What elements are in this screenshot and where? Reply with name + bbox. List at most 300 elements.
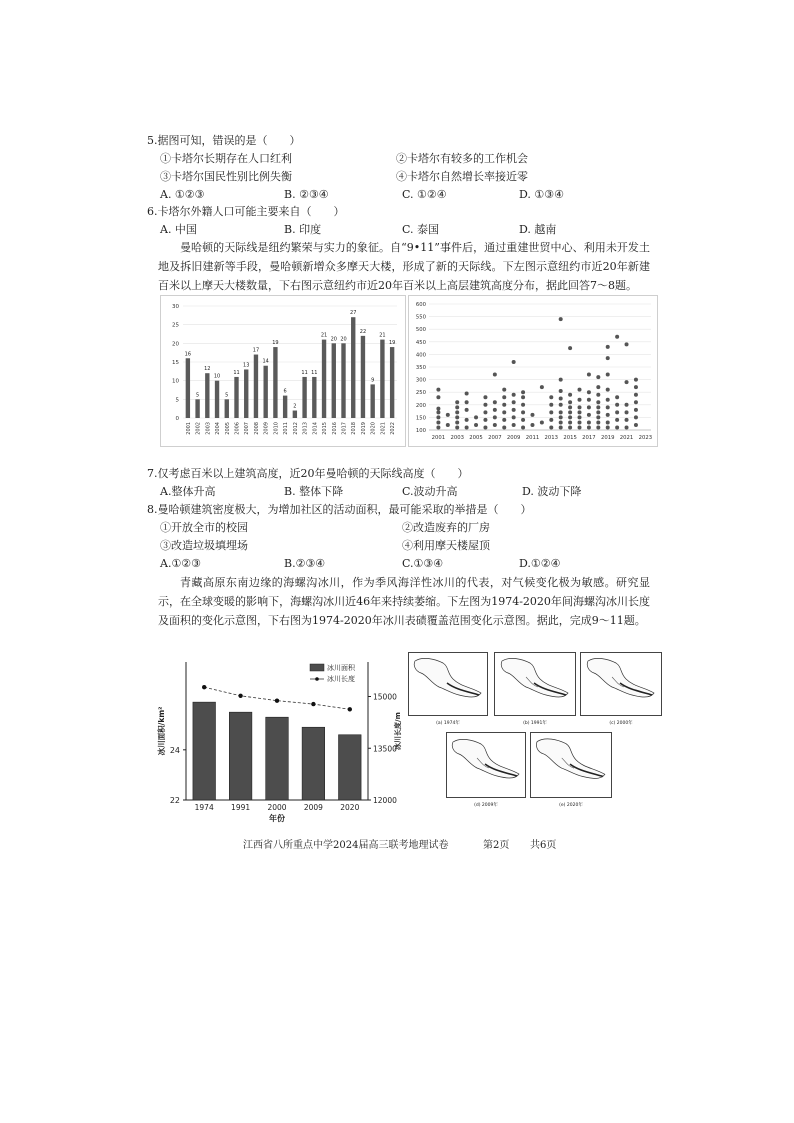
bar — [361, 336, 365, 418]
bar-value-label: 13 — [243, 362, 250, 369]
data-point — [521, 395, 525, 399]
data-point — [549, 418, 553, 422]
x-tick-label: 2007 — [244, 422, 251, 435]
x-tick-label: 2000 — [267, 803, 287, 812]
data-point — [549, 395, 553, 399]
x-tick-label: 2013 — [544, 435, 559, 441]
y-tick-label: 450 — [415, 339, 426, 346]
data-point — [568, 393, 572, 397]
data-point — [512, 360, 516, 364]
q5-option-b[interactable]: B. ②③④ — [284, 188, 329, 201]
data-point — [606, 345, 610, 349]
chart-building-heights — [408, 295, 658, 447]
q5-item-1: ①卡塔尔长期存在人口红利 — [160, 152, 292, 165]
data-point — [634, 415, 638, 419]
data-point — [559, 317, 563, 321]
length-point — [202, 685, 206, 689]
y-tick-label: 25 — [172, 322, 179, 329]
x-tick-label: 2019 — [600, 435, 615, 441]
x-tick-label: 2015 — [563, 435, 577, 441]
data-point — [521, 390, 525, 394]
data-point — [578, 405, 582, 409]
data-point — [587, 420, 591, 424]
data-point — [502, 388, 506, 392]
data-point — [483, 403, 487, 407]
bar-value-label: 11 — [311, 369, 318, 376]
x-tick-label: 2012 — [292, 422, 299, 435]
bar — [263, 366, 267, 418]
x-tick-label: 2017 — [582, 435, 596, 441]
data-point — [559, 410, 563, 414]
x-tick-label: 2003 — [450, 435, 464, 441]
y2-tick-label: 12000 — [373, 796, 397, 805]
data-point — [568, 415, 572, 419]
data-point — [634, 400, 638, 404]
bar-value-label: 19 — [388, 340, 396, 347]
x-axis-title: 年份 — [269, 814, 285, 823]
x-tick-label: 2010 — [273, 422, 280, 435]
bar — [332, 343, 336, 418]
x-tick-label: 2015 — [322, 422, 329, 435]
data-point — [493, 408, 497, 412]
glacier-outline — [501, 658, 568, 697]
data-point — [606, 413, 610, 417]
data-point — [455, 415, 459, 419]
bar-value-label: 11 — [233, 369, 240, 376]
data-point — [606, 373, 610, 377]
data-point — [465, 391, 469, 395]
data-point — [436, 410, 440, 414]
length-point — [275, 698, 279, 702]
data-point — [559, 378, 563, 382]
q8-option-a[interactable]: A.①②③ — [160, 557, 202, 570]
x-tick-label: 2013 — [302, 422, 309, 435]
data-point — [483, 418, 487, 422]
q5-item-4: ④卡塔尔自然增长率接近零 — [396, 170, 528, 183]
data-point — [521, 403, 525, 407]
data-point — [512, 393, 516, 397]
bar — [215, 381, 219, 418]
bar — [273, 347, 277, 418]
data-point — [587, 425, 591, 429]
data-point — [455, 405, 459, 409]
data-point — [625, 380, 629, 384]
bar — [341, 343, 345, 418]
x-tick-label: 2002 — [195, 422, 202, 435]
footer-page-number: 第2页 — [483, 840, 510, 851]
q8-stem: 8.曼哈顿建筑密度极大，为增加社区的活动面积，最可能采取的举措是（ ） — [147, 503, 532, 516]
bar — [390, 347, 394, 418]
data-point — [436, 388, 440, 392]
q5-stem: 5.据图可知，错误的是（ ） — [147, 134, 301, 147]
area-bar — [302, 727, 325, 800]
glacier-map-caption: (e) 2020年 — [559, 803, 583, 808]
x-tick-label: 2011 — [525, 435, 540, 441]
data-point — [596, 375, 600, 379]
x-tick-label: 2016 — [331, 422, 338, 435]
q6-stem: 6.卡塔尔外籍人口可能主要来自（ ） — [147, 205, 345, 218]
x-tick-label: 2005 — [224, 422, 231, 435]
bar-value-label: 2 — [293, 403, 297, 410]
y2-tick-label: 13500 — [373, 744, 397, 754]
bar-value-label: 20 — [340, 336, 347, 343]
y2-tick-label: 15000 — [373, 692, 397, 702]
bar-value-label: 10 — [213, 373, 221, 380]
data-point — [512, 400, 516, 404]
data-point — [521, 418, 525, 422]
q8-item-3: ③改造垃圾填埋场 — [160, 539, 248, 552]
data-point — [578, 388, 582, 392]
data-point — [634, 393, 638, 397]
data-point — [436, 395, 440, 399]
data-point — [606, 356, 610, 360]
data-point — [615, 395, 619, 399]
data-point — [606, 388, 610, 392]
data-point — [634, 378, 638, 382]
data-point — [559, 420, 563, 424]
data-point — [521, 410, 525, 414]
data-point — [502, 418, 506, 422]
data-point — [465, 400, 469, 404]
y-tick-label: 350 — [415, 365, 426, 371]
data-point — [530, 413, 534, 417]
y-tick-label: 150 — [415, 415, 426, 422]
q7-option-b[interactable]: B. 整体下降 — [284, 485, 344, 498]
data-point — [615, 418, 619, 422]
footer-total-pages: 共6页 — [530, 840, 557, 851]
bar — [195, 399, 199, 418]
data-point — [483, 410, 487, 414]
data-point — [549, 425, 553, 429]
data-point — [474, 423, 478, 427]
data-point — [587, 405, 591, 409]
bar-value-label: 19 — [272, 340, 279, 347]
data-point — [596, 425, 600, 429]
glacier-map — [494, 652, 576, 726]
x-tick-label: 2004 — [215, 422, 222, 435]
glacier-outline — [587, 658, 654, 697]
data-point — [578, 398, 582, 402]
data-point — [606, 420, 610, 424]
scatter-chart-svg — [409, 296, 657, 446]
bar-value-label: 20 — [330, 336, 337, 343]
q6-option-a[interactable]: A. 中国 — [160, 223, 197, 236]
bar-value-label: 21 — [379, 332, 386, 339]
data-point — [568, 346, 572, 350]
length-point — [348, 707, 352, 711]
y-tick-label: 200 — [415, 402, 426, 409]
x-tick-label: 2009 — [263, 422, 270, 435]
x-tick-label: 2021 — [619, 435, 634, 441]
q6-option-b[interactable]: B. 印度 — [284, 223, 322, 236]
data-point — [446, 413, 450, 417]
data-point — [502, 395, 506, 399]
y-tick-label: 400 — [415, 352, 426, 359]
y-tick-label: 15 — [172, 360, 179, 366]
bar-value-label: 9 — [371, 377, 375, 384]
data-point — [634, 423, 638, 427]
legend-marker-length — [315, 677, 319, 681]
bar-value-label: 21 — [320, 332, 328, 339]
data-point — [455, 425, 459, 429]
x-tick-label: 2006 — [234, 422, 241, 435]
q8-option-c[interactable]: C.①③④ — [402, 557, 444, 570]
data-point — [540, 420, 544, 424]
length-line — [204, 687, 350, 709]
passage-glacier: 青藏高原东南边缘的海螺沟冰川，作为季风海洋性冰川的代表，对气候变化极为敏感。研究显示，在全球变暖的影响下，海螺沟冰川近46年来持续萎缩。下左图为1974-2020年间海螺沟冰川长度及面积的变化示意图，下右图为1974-2020年冰川表碛覆盖范围变化示意图。据此，完成9～11题。 — [158, 576, 650, 627]
data-point — [502, 410, 506, 414]
y2-axis-title: 冰川长度/m — [394, 712, 402, 750]
data-point — [530, 423, 534, 427]
y-tick-label: 100 — [415, 428, 426, 434]
bar — [293, 411, 297, 418]
y-tick-label: 24 — [169, 745, 180, 755]
q7-option-c[interactable]: C.波动升高 — [402, 485, 458, 498]
x-tick-label: 2017 — [341, 422, 348, 435]
bar-value-label: 14 — [262, 358, 269, 365]
glacier-debris-maps — [408, 652, 666, 808]
x-tick-label: 1974 — [194, 803, 214, 812]
q6-option-c[interactable]: C. 泰国 — [402, 223, 440, 236]
glacier-outline-svg — [581, 653, 661, 705]
data-point — [578, 410, 582, 414]
data-point — [634, 408, 638, 412]
data-point — [568, 410, 572, 414]
data-point — [436, 415, 440, 419]
data-point — [465, 408, 469, 412]
x-tick-label: 2021 — [380, 422, 387, 435]
bar-value-label: 12 — [204, 366, 211, 373]
x-tick-label: 2008 — [253, 422, 260, 435]
y-tick-label: 250 — [415, 390, 426, 397]
bar-value-label: 5 — [195, 392, 200, 399]
data-point — [625, 403, 629, 407]
data-point — [606, 425, 610, 429]
bar — [244, 369, 248, 418]
glacier-map-caption: (d) 2009年 — [474, 803, 498, 808]
y-tick-label: 500 — [415, 327, 426, 334]
data-point — [625, 418, 629, 422]
bar — [205, 373, 209, 418]
q8-item-2: ②改造废弃的厂房 — [402, 521, 490, 534]
data-point — [559, 425, 563, 429]
data-point — [512, 415, 516, 419]
x-tick-label: 2020 — [340, 803, 360, 812]
glacier-outline — [536, 739, 604, 779]
q8-item-4: ④利用摩天楼屋顶 — [402, 539, 490, 552]
area-bar — [193, 702, 216, 800]
q5-item-3: ③卡塔尔国民性别比例失衡 — [160, 170, 292, 183]
bar-value-label: 22 — [359, 328, 367, 335]
glacier-map — [580, 652, 662, 726]
data-point — [625, 342, 629, 346]
bar — [283, 396, 287, 418]
q5-option-a[interactable]: A. ①②③ — [160, 188, 205, 201]
data-point — [568, 400, 572, 404]
bar-value-label: 5 — [225, 392, 229, 399]
bar-value-label: 16 — [184, 351, 192, 358]
length-point — [311, 702, 315, 706]
data-point — [578, 425, 582, 429]
glacier-map-caption: (a) 1974年 — [436, 721, 460, 726]
x-tick-label: 1991 — [231, 803, 251, 812]
q5-option-c[interactable]: C. ①②④ — [402, 188, 447, 201]
x-tick-label: 2009 — [303, 803, 323, 812]
data-point — [549, 403, 553, 407]
data-point — [606, 405, 610, 409]
bar — [351, 317, 355, 418]
data-point — [559, 403, 563, 407]
x-tick-label: 2011 — [283, 422, 290, 435]
x-tick-label: 2020 — [370, 422, 377, 435]
q6-option-d[interactable]: D. 越南 — [519, 223, 557, 236]
glacier-outline-svg — [531, 733, 611, 787]
glacier-map — [408, 652, 488, 726]
chart-glacier-change — [150, 650, 400, 825]
y-tick-label: 22 — [169, 796, 180, 805]
q5-item-2: ②卡塔尔有较多的工作机会 — [396, 152, 528, 165]
y-tick-label: 30 — [172, 304, 179, 310]
data-point — [493, 373, 497, 377]
bar — [312, 377, 316, 418]
data-point — [540, 385, 544, 389]
passage-manhattan: 曼哈顿的天际线是纽约繁荣与实力的象征。自“9•11”事件后，通过重建世贸中心、利用未开发土地及拆旧建新等手段，曼哈顿新增众多摩天大楼，形成了新的天际线。下左图示意纽约市近20年新建百米以上摩天大楼数量，下右图示意纽约市近20年百米以上高层建筑高度分布，据此回答7～8题。 — [158, 241, 650, 292]
data-point — [512, 423, 516, 427]
x-tick-label: 2003 — [205, 422, 212, 435]
y-tick-label: 0 — [175, 416, 179, 422]
data-point — [455, 400, 459, 404]
x-tick-label: 2009 — [506, 435, 521, 441]
data-point — [587, 413, 591, 417]
data-point — [455, 410, 459, 414]
length-point — [238, 694, 242, 698]
bar — [234, 377, 238, 418]
legend-label-area: 冰川面积 — [327, 664, 355, 672]
data-point — [615, 335, 619, 339]
data-point — [568, 420, 572, 424]
q7-option-d[interactable]: D. 波动下降 — [522, 485, 582, 498]
q8-option-d[interactable]: D.①②④ — [519, 557, 561, 570]
data-point — [596, 385, 600, 389]
bar-value-label: 17 — [252, 347, 260, 354]
glacier-map — [530, 732, 612, 808]
glacier-combo-chart-svg — [150, 650, 400, 825]
data-point — [436, 425, 440, 429]
data-point — [578, 415, 582, 419]
bar-chart-svg — [161, 296, 405, 446]
data-point — [549, 410, 553, 414]
y-tick-label: 5 — [175, 397, 179, 404]
data-point — [606, 398, 610, 402]
glacier-outline-svg — [447, 733, 525, 787]
data-point — [568, 405, 572, 409]
x-tick-label: 2022 — [390, 422, 397, 435]
bar — [370, 384, 374, 418]
y-axis-title: 冰川面积/km² — [157, 706, 166, 756]
data-point — [578, 420, 582, 424]
data-point — [615, 410, 619, 414]
data-point — [625, 425, 629, 429]
bar — [225, 399, 229, 418]
data-point — [625, 410, 629, 414]
bar — [254, 355, 258, 418]
legend-swatch-area — [310, 664, 324, 671]
glacier-map — [446, 732, 526, 808]
data-point — [587, 390, 591, 394]
data-point — [596, 405, 600, 409]
bar — [302, 377, 306, 418]
glacier-map-caption: (c) 2000年 — [609, 721, 633, 726]
area-bar — [266, 717, 289, 800]
data-point — [502, 403, 506, 407]
q8-item-1: ①开放全市的校园 — [160, 521, 248, 534]
data-point — [587, 398, 591, 402]
x-tick-label: 2018 — [351, 422, 358, 435]
bar — [322, 340, 326, 418]
area-bar — [339, 735, 362, 800]
chart-skyscraper-count — [160, 295, 406, 447]
x-tick-label: 2005 — [469, 435, 483, 441]
data-point — [596, 415, 600, 419]
glacier-outline-svg — [409, 653, 487, 705]
data-point — [474, 415, 478, 419]
q7-stem: 7.仅考虑百米以上建筑高度，近20年曼哈顿的天际线高度（ ） — [147, 467, 469, 480]
q8-option-b[interactable]: B.②③④ — [284, 557, 326, 570]
data-point — [521, 425, 525, 429]
y-tick-label: 300 — [415, 377, 426, 384]
y-tick-label: 20 — [172, 341, 179, 348]
data-point — [493, 415, 497, 419]
data-point — [596, 420, 600, 424]
data-point — [455, 420, 459, 424]
x-tick-label: 2007 — [488, 435, 502, 441]
x-tick-label: 2014 — [312, 422, 319, 435]
x-tick-label: 2001 — [185, 422, 192, 435]
y-tick-label: 600 — [415, 302, 426, 308]
bar-value-label: 6 — [283, 388, 287, 395]
data-point — [446, 423, 450, 427]
data-point — [559, 397, 563, 401]
data-point — [559, 415, 563, 419]
glacier-outline-svg — [495, 653, 575, 705]
glacier-map-caption: (b) 1991年 — [523, 721, 547, 726]
y-tick-label: 10 — [172, 378, 179, 385]
data-point — [436, 407, 440, 411]
q5-option-d[interactable]: D. ①③④ — [519, 188, 565, 201]
data-point — [436, 420, 440, 424]
bar — [380, 340, 384, 418]
bar — [186, 358, 190, 418]
glacier-outline — [452, 739, 519, 778]
data-point — [596, 393, 600, 397]
data-point — [465, 425, 469, 429]
x-tick-label: 2023 — [638, 435, 653, 441]
data-point — [615, 425, 619, 429]
legend-label-length: 冰川长度 — [327, 675, 355, 683]
x-tick-label: 2001 — [431, 435, 446, 441]
bar-value-label: 11 — [301, 369, 308, 376]
data-point — [559, 389, 563, 393]
data-point — [634, 385, 638, 389]
data-point — [596, 400, 600, 404]
y-tick-label: 550 — [415, 314, 426, 321]
data-point — [587, 373, 591, 377]
data-point — [483, 425, 487, 429]
q7-option-a[interactable]: A.整体升高 — [160, 485, 216, 498]
data-point — [596, 410, 600, 414]
bar-value-label: 27 — [350, 310, 357, 317]
data-point — [493, 423, 497, 427]
